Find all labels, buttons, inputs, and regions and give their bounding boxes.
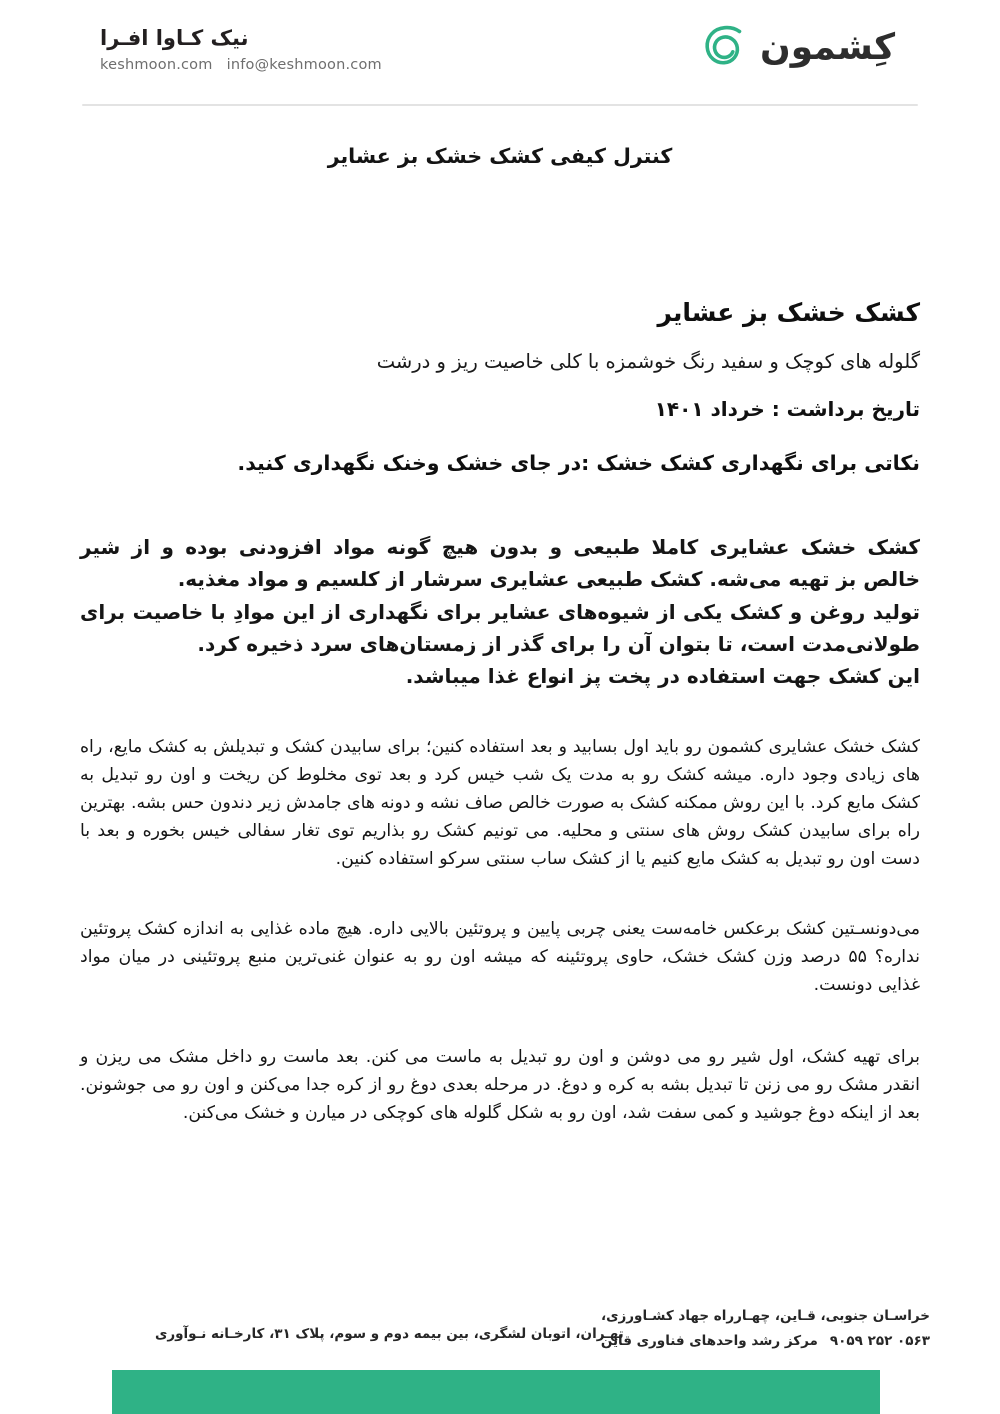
partner-brand-block [100, 26, 382, 73]
footer-qaen-block [601, 1304, 930, 1354]
paragraph-line-3: این کشک جهت استفاده در پخت پز انواع غذا میباشد. [405, 664, 920, 689]
document-body [0, 168, 1000, 1414]
contact-line [100, 57, 382, 73]
product-name-heading: کشک خشک بز عشایر [657, 298, 920, 327]
keshmoon-wordmark: کِشمون [760, 27, 895, 68]
paragraph-protein-facts: می‌دونسـتین کشک برعکس خامه‌ست یعنی چربی پایین و پروتئین بالایی داره. هیچ ماده غذایی به اندازه کشک پروتئین نداره؟ ۵۵ درصد وزن کشک خشک، حاوی پروتئینه که میشه اون رو به عنوان غنی‌ترین منبع پروتئینی در میان مواد غذایی دونست. [80, 918, 920, 995]
product-subtitle: گلوله های کوچک و سفید رنگ خوشمزه با کلی خاصیت ریز و درشت [376, 349, 920, 373]
footer-center-name: مرکز رشد واحدهای فناوری قاین [600, 1332, 818, 1349]
email-text: info@keshmoon.com [226, 57, 382, 74]
product-intro-block [80, 296, 920, 479]
document-header [0, 0, 1000, 118]
keshmoon-logo-block [698, 22, 895, 74]
paragraph-line-1: کشک خشک عشایری کاملا طبیعی و بدون هیچ گونه مواد افزودنی بوده و از شیر خالص بز تهیه می‌شه. کشک طبیعی عشایری سرشار از کلسیم و مواد مغذیه. [80, 534, 920, 592]
harvest-date: تاریخ برداشت : خرداد ۱۴۰۱ [654, 397, 920, 422]
spiral-leaf-icon [698, 22, 750, 74]
partner-brand-name: نیک کـاوا افـرا [100, 26, 249, 50]
paragraph-grinding-instructions: کشک خشک عشایری کشمون رو باید اول بسابید و بعد استفاده کنین؛ برای سابیدن کشک و تبدیلش به کشک مایع، راه های زیادی وجود داره. میشه کشک رو به مدت یک شب خیس کرد و بعد توی مخلوط کن ریخت و اون رو تبدیل به کشک مایع کرد. با این روش ممکنه کشک به صورت خالص صاف نشه و دونه های جامدش زیر دندون حس بشه. بهترین راه برای سابیدن کشک روش های سنتی و محلیه. می تونیم کشک رو بذاریم توی تغار سفالی خیس بخوره و بعد با دست اون رو تبدیل به کشک مایع کنیم یا از کشک ساب سنتی سرکو استفاده کنین. [80, 736, 920, 869]
footer-text-block [0, 1304, 1000, 1366]
paragraph-natural-product [80, 531, 920, 693]
header-divider [82, 104, 918, 106]
document-footer [0, 1294, 1000, 1414]
footer-green-bar [112, 1370, 880, 1414]
footer-address-qaen: خراسـان جنوبی، قـاین، چهـارراه جهاد کشـاورزی، [601, 1308, 930, 1324]
storage-note: نکاتی برای نگهداری کشک خشک :در جای خشک وخنک نگهداری کنید. [237, 451, 920, 476]
paragraph-production-process: برای تهیه کشک، اول شیر رو می دوشن و اون رو تبدیل به ماست می کنن. بعد ماست رو داخل مشک می ریزن و انقدر مشک رو می زنن تا تبدیل بشه به کره و دوغ. در مرحله بعدی دوغ رو از کره جدا می‌کنن و اون رو می جوشونن. بعد از اینکه دوغ جوشید و کمی سفت شد، اون رو به شکل گلوله های کوچکی در میارن و خشک می‌کنن. [80, 1046, 920, 1123]
footer-center-and-phone [601, 1329, 930, 1354]
page-title: کنترل کیفی کشک خشک بز عشایر [327, 144, 673, 168]
footer-address-tehran: تهـران، اتوبان لشگری، بین بیمه دوم و سوم، پلاک ۳۱، کارخـانه نـوآوری [155, 1326, 624, 1342]
website-text: keshmoon.com [100, 57, 213, 74]
paragraph-line-2: تولید روغن و کشک یکی از شیوه‌های عشایر برای نگهداری از این موادِ با خاصیت برای طولانی‌مدت است، تا بتوان آن را برای گذر از زمستان‌های سرد ذخیره کرد. [80, 599, 920, 656]
footer-phone: ۰۵۶۳ ۲۵۲ ۹۰۵۹ [829, 1332, 930, 1349]
